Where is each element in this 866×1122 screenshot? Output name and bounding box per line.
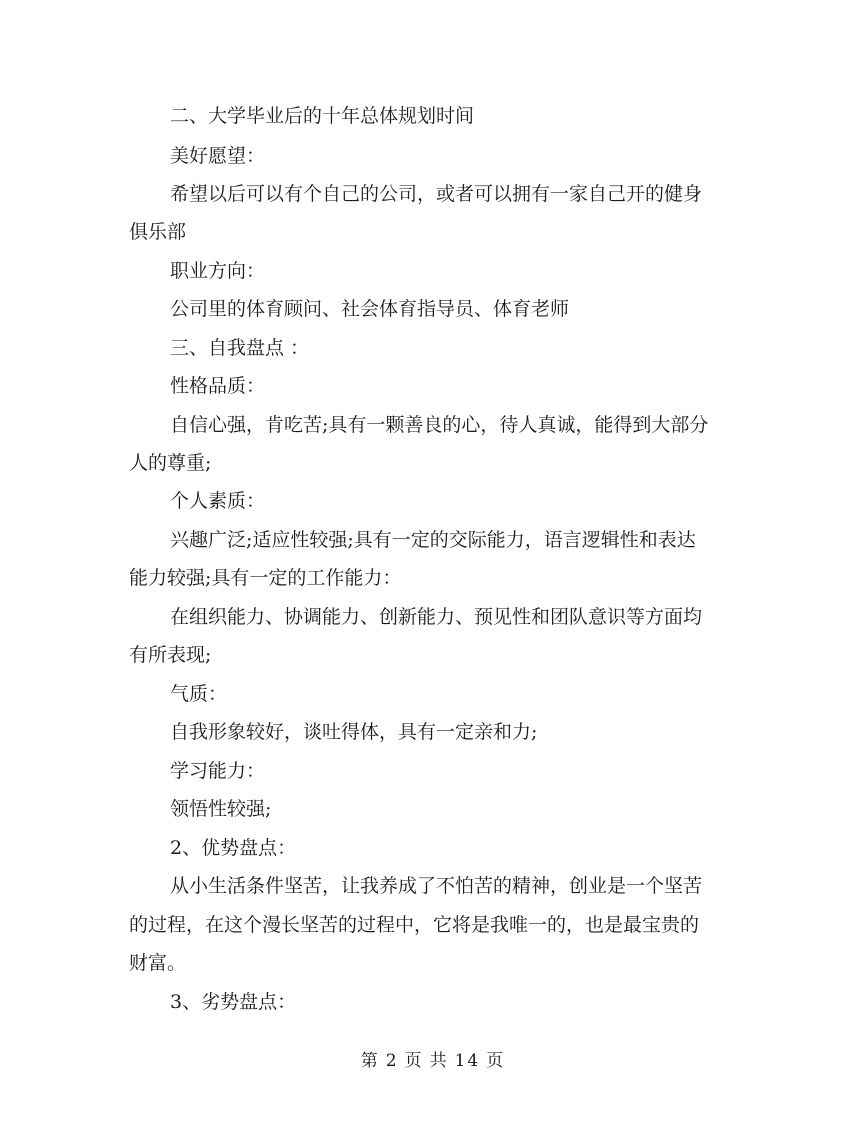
footer-current-page: 2 <box>385 1051 399 1071</box>
section-heading-strengths: 2、优势盘点： <box>170 837 297 859</box>
paragraph-line: 领悟性较强; <box>170 798 272 820</box>
page-number-footer <box>0 1050 866 1072</box>
paragraph-line: 的过程，在这个漫长坚苦的过程中，它将是我唯一的，也是最宝贵的 <box>129 914 700 936</box>
footer-total-pages: 14 <box>454 1051 481 1071</box>
label-wish: 美好愿望： <box>170 145 266 167</box>
paragraph-line: 公司里的体育顾问、社会体育指导员、体育老师 <box>170 298 570 320</box>
footer-page-word: 页 <box>404 1051 424 1071</box>
paragraph-line: 从小生活条件坚苦，让我养成了不怕苦的精神，创业是一个坚苦 <box>170 875 703 897</box>
paragraph-line: 希望以后可以有个自己的公司，或者可以拥有一家自己开的健身 <box>170 183 703 205</box>
paragraph-line: 人的尊重; <box>129 452 212 474</box>
paragraph-line: 财富。 <box>129 952 187 974</box>
label-career-direction: 职业方向： <box>170 260 266 282</box>
footer-total-word: 共 <box>429 1051 449 1071</box>
paragraph-line: 自我形象较好，谈吐得体，具有一定亲和力; <box>170 721 538 743</box>
paragraph-line: 自信心强，肯吃苦;具有一颗善良的心，待人真诚，能得到大部分 <box>170 414 709 436</box>
paragraph-line: 兴趣广泛;适应性较强;具有一定的交际能力，语言逻辑性和表达 <box>170 529 696 551</box>
footer-prefix: 第 <box>360 1051 380 1071</box>
section-heading-weaknesses: 3、劣势盘点： <box>170 991 297 1013</box>
label-temperament: 气质： <box>170 683 228 705</box>
paragraph-line: 俱乐部 <box>129 221 187 243</box>
label-personality: 性格品质： <box>170 375 266 397</box>
paragraph-line: 能力较强;具有一定的工作能力： <box>129 567 402 589</box>
label-personal-quality: 个人素质： <box>170 490 266 512</box>
label-learning-ability: 学习能力： <box>170 760 266 782</box>
paragraph-line: 在组织能力、协调能力、创新能力、预见性和团队意识等方面均 <box>170 606 703 628</box>
section-heading-ten-year-plan: 二、大学毕业后的十年总体规划时间 <box>170 105 475 127</box>
section-heading-self-review: 三、自我盘点 ： <box>170 337 310 359</box>
footer-suffix: 页 <box>486 1051 506 1071</box>
paragraph-line: 有所表现; <box>129 644 212 666</box>
